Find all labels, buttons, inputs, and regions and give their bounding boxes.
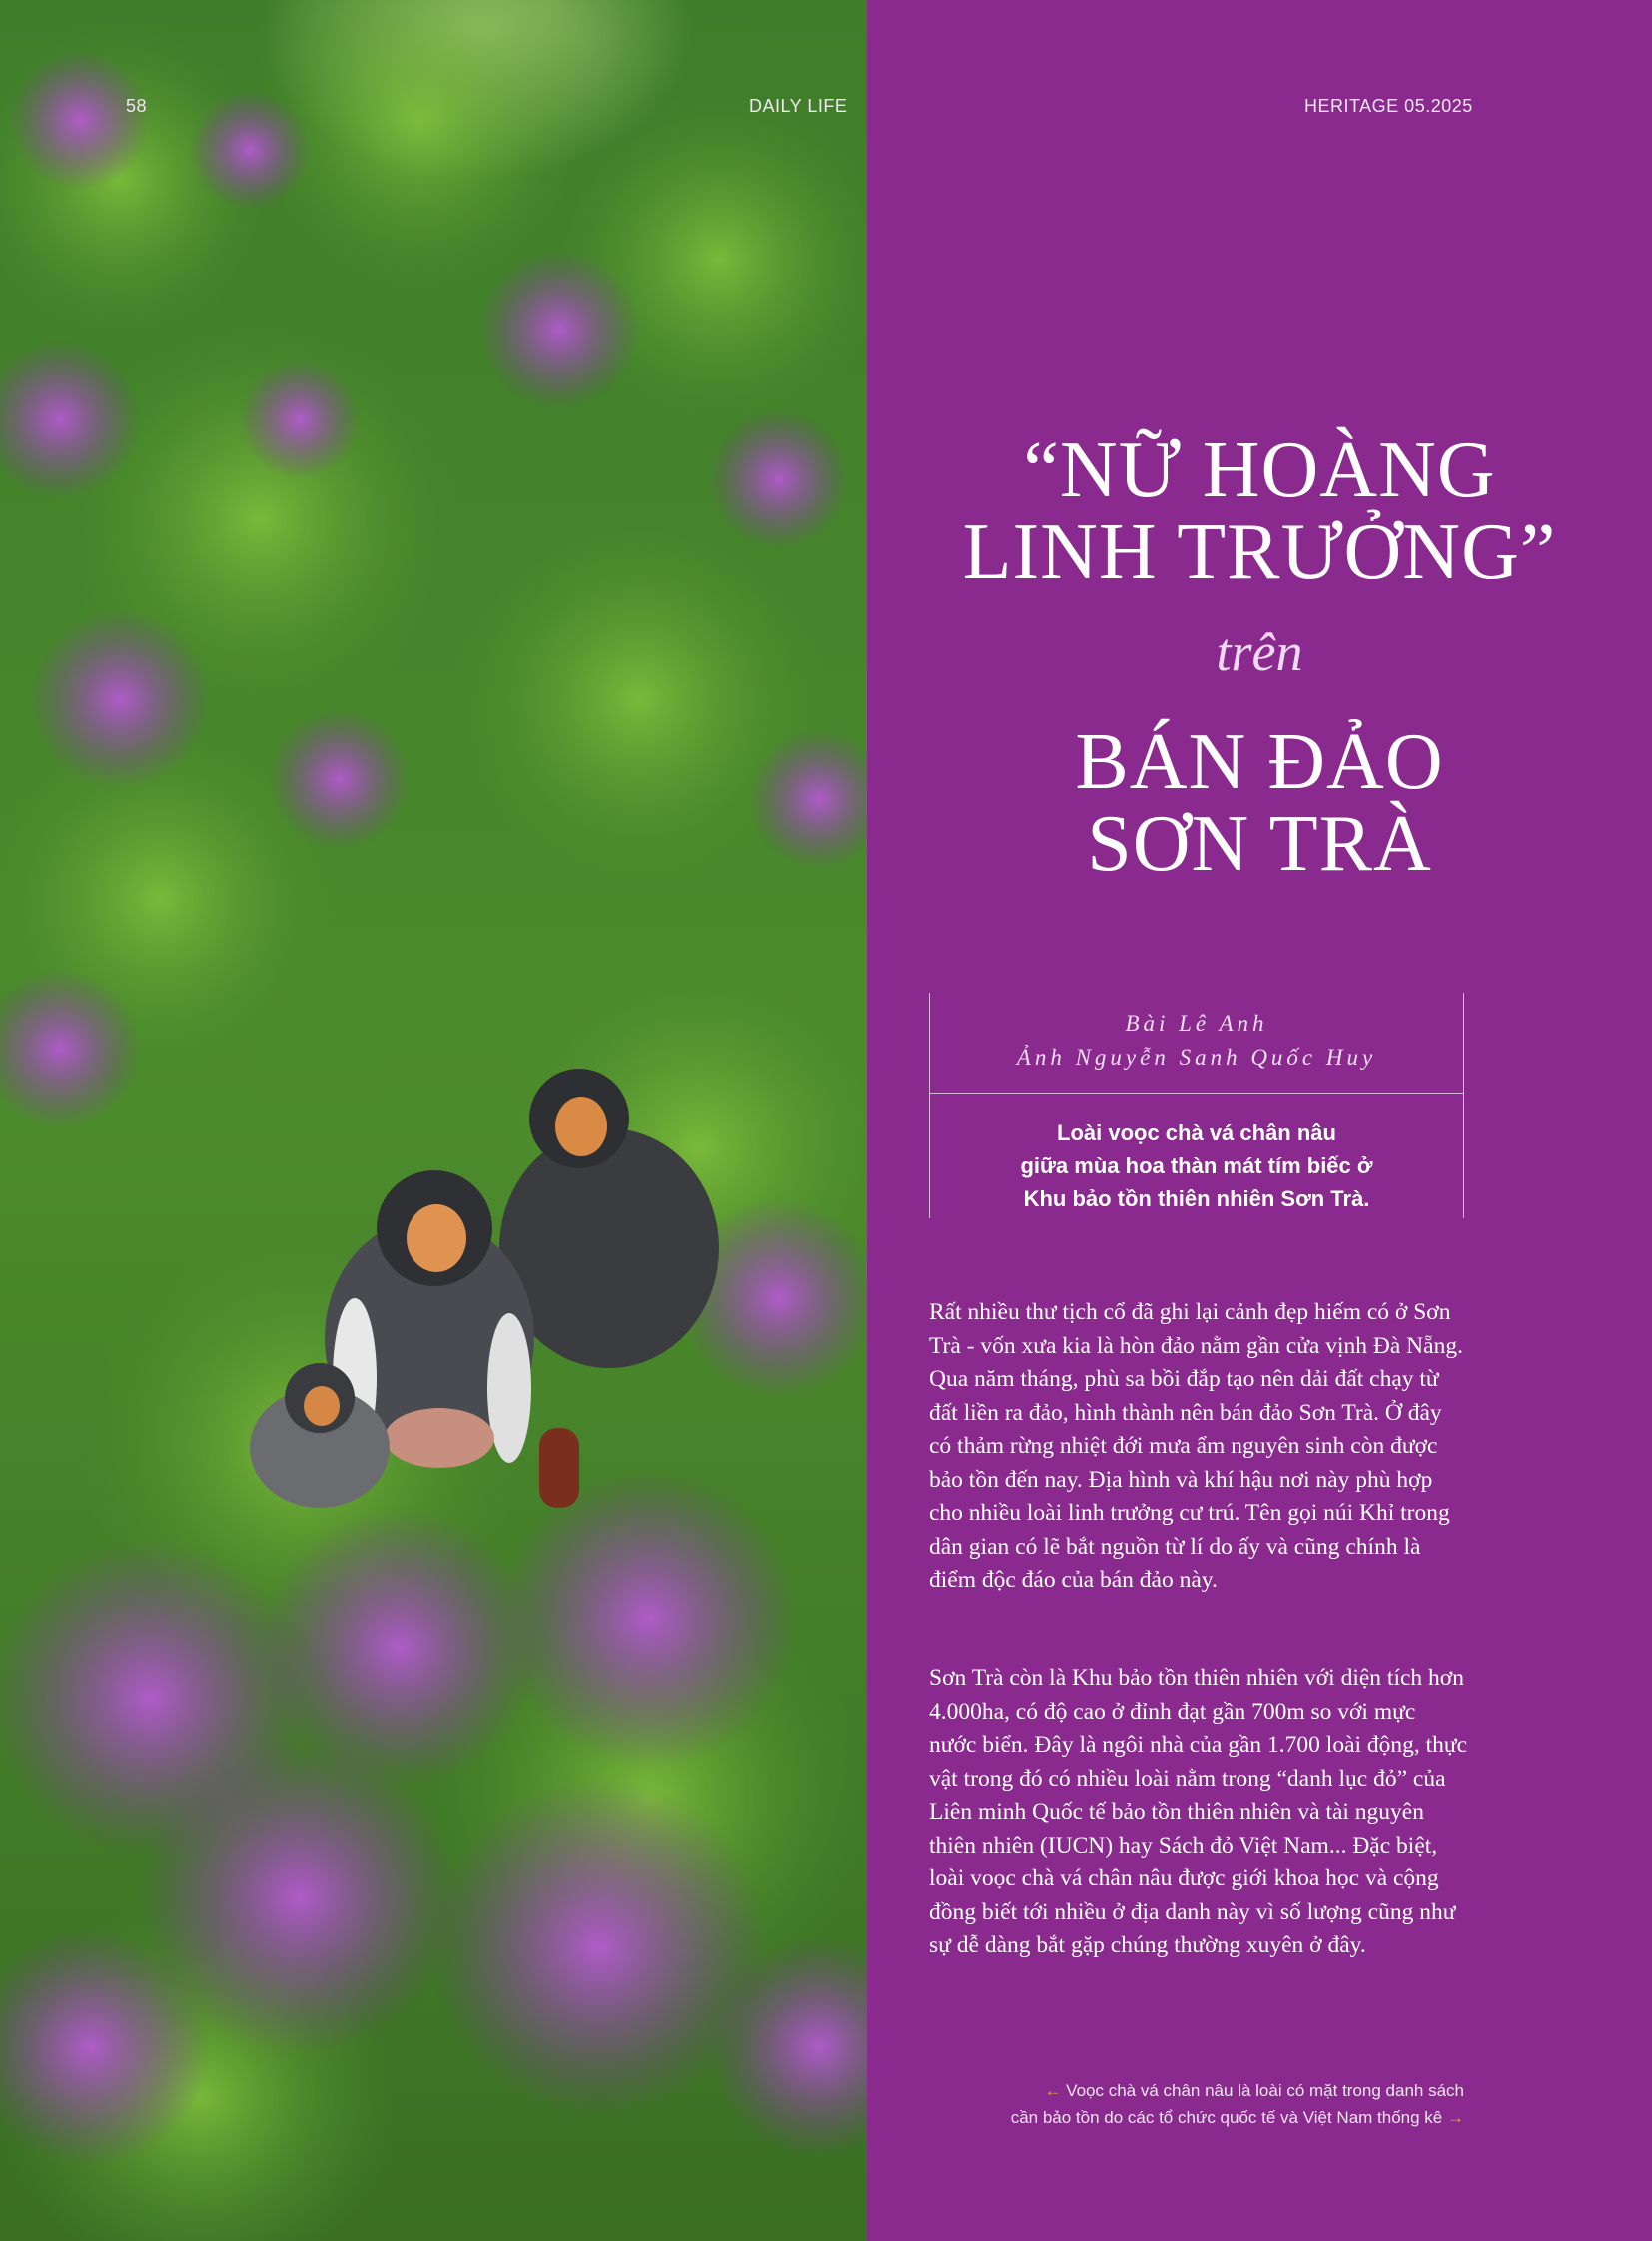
credit-writer: Bài Lê Anh xyxy=(1125,1011,1268,1036)
bottom-caption-text-1: Voọc chà vá chân nâu là loài có mặt trong danh sách xyxy=(1066,2081,1464,2100)
photo-caption-line-2: giữa mùa hoa thàn mát tím biếc ở xyxy=(1020,1153,1373,1178)
section-label: DAILY LIFE xyxy=(749,96,848,116)
title-line-3: BÁN ĐẢO xyxy=(1075,718,1444,806)
arrow-left-icon: ← xyxy=(1044,2081,1062,2100)
title-connector: trên xyxy=(1216,622,1303,682)
bottom-caption-text-2: cần bảo tồn do các tổ chức quốc tế và Việt Nam thống kê xyxy=(1010,2108,1443,2127)
body-paragraph-1: Rất nhiều thư tịch cổ đã ghi lại cảnh đẹp hiếm có ở Sơn Trà - vốn xưa kia là hòn đảo nằm gần cửa vịnh Đà Nẵng. Qua năm tháng, phù sa bồi đắp tạo nên dải đất chạy từ đất liền ra đảo, hình thành nên bán đảo Sơn Trà. Ở đây có thảm rừng nhiệt đới mưa ẩm nguyên sinh còn được bảo tồn đến nay. Địa hình và khí hậu nơi này phù hợp cho nhiều loài linh trưởng cư trú. Tên gọi núi Khỉ trong dân gian có lẽ bắt nguồn từ lí do ấy và cũng chính là điểm độc đáo của bán đảo này. xyxy=(929,1299,1463,1593)
body-paragraph-2: Sơn Trà còn là Khu bảo tồn thiên nhiên với diện tích hơn 4.000ha, có độ cao ở đỉnh đạt gần 700m so với mực nước biển. Đây là ngôi nhà của gần 1.700 loài động, thực vật trong đó có nhiều loài nằm trong “danh lục đỏ” của Liên minh Quốc tế bảo tồn thiên nhiên và tài nguyên thiên nhiên (IUCN) hay Sách đỏ Việt Nam... Đặc biệt, loài voọc chà vá chân nâu được giới khoa học và cộng đồng biết tới nhiều ở địa danh này vì số lượng cũng như sự dễ dàng bắt gặp chúng thường xuyên ở đây. xyxy=(929,1665,1468,1958)
title-sub xyxy=(867,718,1652,888)
title-main xyxy=(867,426,1652,596)
title-line-2: LINH TRƯỞNG” xyxy=(962,508,1557,596)
arrow-right-icon: → xyxy=(1447,2108,1464,2127)
photo-caption xyxy=(930,1117,1463,1215)
article-content xyxy=(867,0,1652,2241)
issue-label: HERITAGE 05.2025 xyxy=(1304,96,1473,116)
bottom-caption xyxy=(945,2077,1464,2131)
credits xyxy=(930,1007,1463,1075)
credits-divider xyxy=(930,1093,1463,1094)
photo-caption-line-1: Loài voọc chà vá chân nâu xyxy=(1057,1120,1336,1145)
title-line-4: SƠN TRÀ xyxy=(1087,800,1432,888)
credits-box xyxy=(929,993,1464,1218)
photo-caption-line-3: Khu bảo tồn thiên nhiên Sơn Trà. xyxy=(1023,1186,1370,1211)
bottom-caption-line-1 xyxy=(945,2077,1464,2104)
credit-photographer: Ảnh Nguyễn Sanh Quốc Huy xyxy=(1016,1045,1377,1070)
title-line-1: “NỮ HOÀNG xyxy=(1023,426,1496,514)
page-number: 58 xyxy=(126,96,148,116)
bottom-caption-line-2 xyxy=(945,2104,1464,2131)
